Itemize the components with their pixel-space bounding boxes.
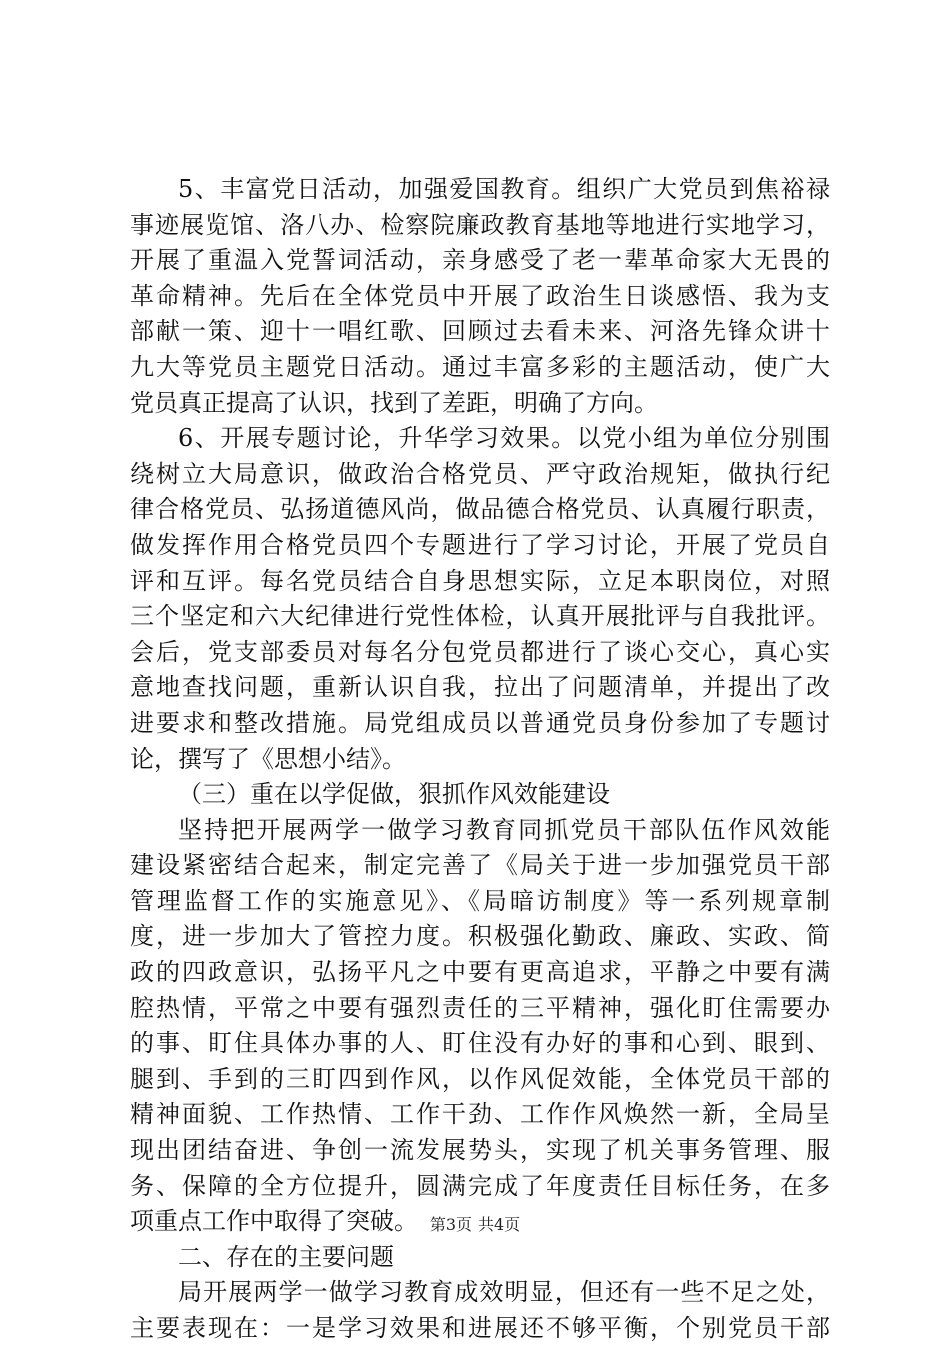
text-line: 部献一策、迎十一唱红歌、回顾过去看未来、河洛先锋众讲十 — [130, 317, 830, 346]
text-line: 九大等党员主题党日活动。通过丰富多彩的主题活动，使广大 — [130, 352, 830, 381]
text-line: 务、保障的全方位提升，圆满完成了年度责任目标任务，在多 — [130, 1171, 830, 1200]
text-line: 意地查找问题，重新认识自我，拉出了问题清单，并提出了改 — [130, 673, 830, 702]
text-line: 5、丰富党日活动，加强爱国教育。组织广大党员到焦裕禄 — [178, 175, 830, 203]
page-total: 共4页 — [478, 1215, 521, 1234]
text-line: 三个坚定和六大纪律进行党性体检，认真开展批评与自我批评。 — [130, 602, 830, 631]
text-line: 度，进一步加大了管控力度。积极强化勤政、廉政、实政、简 — [130, 922, 830, 951]
text-line: 事迹展览馆、洛八办、检察院廉政教育基地等地进行实地学习， — [130, 210, 830, 239]
text-line: 律合格党员、弘扬道德风尚，做品德合格党员、认真履行职责， — [130, 495, 830, 524]
paragraph — [130, 172, 830, 421]
text-line: 政的四政意识，弘扬平凡之中要有更高追求，平静之中要有满 — [130, 958, 830, 987]
text-line: 6、开展专题讨论，升华学习效果。以党小组为单位分别围 — [178, 424, 830, 453]
paragraph — [130, 421, 830, 777]
page-footer — [0, 1215, 950, 1235]
section-heading — [130, 1240, 830, 1276]
document-body — [130, 172, 830, 1347]
text-line: 会后，党支部委员对每名分包党员都进行了谈心交心，真心实 — [130, 637, 830, 666]
text-line: 腿到、手到的三盯四到作风，以作风促效能，全体党员干部的 — [130, 1064, 830, 1093]
text-line: 开展了重温入党誓词活动，亲身感受了老一辈革命家大无畏的 — [130, 246, 830, 275]
text-line: 二、存在的主要问题 — [178, 1242, 394, 1271]
text-line: 精神面貌、工作热情、工作干劲、工作作风焕然一新，全局呈 — [130, 1100, 830, 1129]
text-line: 进要求和整改措施。局党组成员以普通党员身份参加了专题讨 — [130, 708, 830, 737]
text-line: 党员真正提高了认识，找到了差距，明确了方向。 — [130, 388, 658, 417]
text-line: 项重点工作中取得了突破。 — [130, 1207, 418, 1236]
text-line: 做发挥作用合格党员四个专题进行了学习讨论，开展了党员自 — [130, 530, 830, 559]
section-heading — [130, 777, 830, 813]
text-line: 局开展两学一做学习教育成效明显，但还有一些不足之处， — [178, 1278, 830, 1307]
text-line: 建设紧密结合起来，制定完善了《局关于进一步加强党员干部 — [130, 851, 830, 880]
text-line: 坚持把开展两学一做学习教育同抓党员干部队伍作风效能 — [178, 815, 830, 844]
text-line: 管理监督工作的实施意见》、《局暗访制度》等一系列规章制 — [130, 886, 830, 915]
text-line: 现出团结奋进、争创一流发展势头，实现了机关事务管理、服 — [130, 1136, 830, 1165]
page-number: 第3页 — [429, 1215, 472, 1234]
text-line: 论，撰写了《思想小结》。 — [130, 744, 406, 773]
paragraph — [130, 1275, 830, 1346]
text-line: 绕树立大局意识，做政治合格党员、严守政治规矩，做执行纪 — [130, 459, 830, 488]
text-line: 评和互评。每名党员结合自身思想实际，立足本职岗位，对照 — [130, 566, 830, 595]
text-line: 腔热情，平常之中要有强烈责任的三平精神，强化盯住需要办 — [130, 993, 830, 1022]
text-line: 革命精神。先后在全体党员中开展了政治生日谈感悟、我为支 — [130, 281, 830, 310]
text-line: 主要表现在：一是学习效果和进展还不够平衡，个别党员干部 — [130, 1314, 830, 1342]
text-line: （三）重在以学促做，狠抓作风效能建设 — [178, 780, 610, 809]
paragraph — [130, 813, 830, 1240]
text-line: 的事、盯住具体办事的人、盯住没有办好的事和心到、眼到、 — [130, 1029, 830, 1058]
